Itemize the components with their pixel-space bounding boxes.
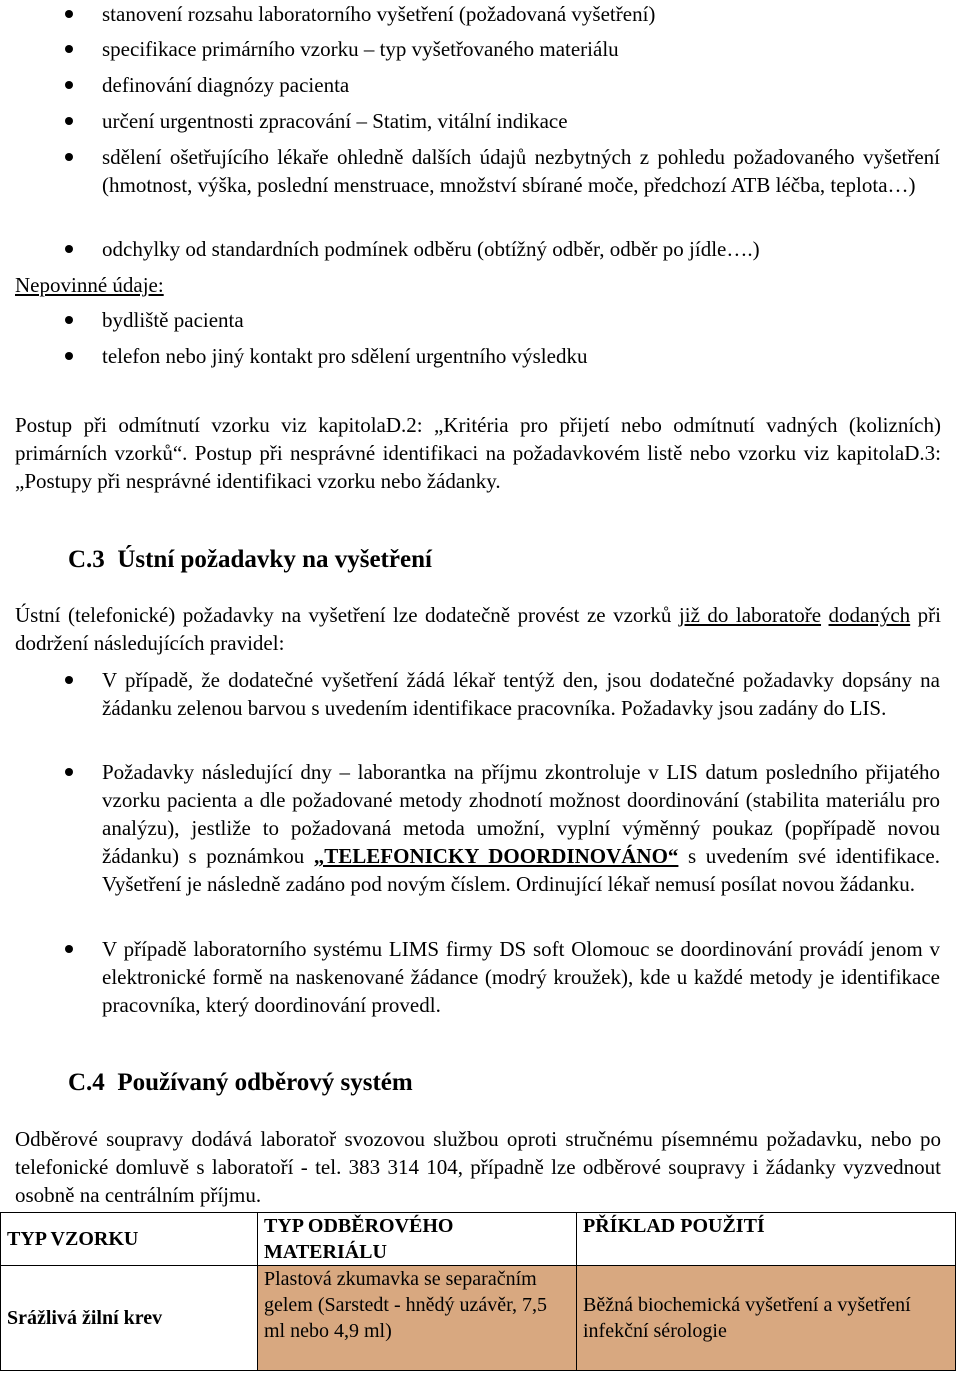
table-cell: Plastová zkumavka se separačním gelem (Sarstedt - hnědý uzávěr, 7,5 ml nebo 4,9 ml) (258, 1266, 577, 1371)
bullet-dot (65, 81, 73, 89)
optional-heading: Nepovinné údaje: (15, 273, 164, 297)
table-header-row (1, 1213, 956, 1266)
c3-intro-underlined: dodaných (828, 603, 911, 627)
bullet-dot (65, 117, 73, 125)
table-row (1, 1266, 956, 1371)
section-title: Ústní požadavky na vyšetření (117, 546, 432, 573)
sample-type-table (0, 1212, 956, 1371)
bullet-dot (65, 768, 73, 776)
bullet-dot (65, 676, 73, 684)
section-title: Používaný odběrový systém (117, 1069, 413, 1096)
section-number: C.3 (68, 546, 105, 573)
list-item: stanovení rozsahu laboratorního vyšetření (požadovaná vyšetření) (102, 2, 656, 26)
c3-intro-underlined: již do laboratoře (678, 603, 822, 627)
list-item: specifikace primárního vzorku – typ vyšetřovaného materiálu (102, 37, 619, 61)
list-item: bydliště pacienta (102, 308, 244, 332)
table-cell: Běžná biochemická vyšetření a vyšetření infekční sérologie (577, 1266, 956, 1371)
bullet-dot (65, 45, 73, 53)
c4-paragraph: Odběrové soupravy dodává laboratoř svozovou službou oproti stručnému písemnému požadavku, nebo po telefonické domluvě s laboratoří - tel. 383 314 104, případně lze odběrové soupravy i žádanky vyzvednout osobně na centrálním příjmu. (15, 1127, 941, 1207)
table-header-cell: TYP VZORKU (1, 1213, 258, 1266)
bullet-dot (65, 245, 73, 253)
list-item: V případě laboratorního systému LIMS firmy DS soft Olomouc se doordinování provádí jenom v elektronické formě na naskenované žádance (modrý kroužek), kde u každé metody je identifikace pracovníka, který doordinování provedl. (102, 937, 940, 1017)
c3-intro-text: při dodržení následujících pravidel: (15, 603, 941, 655)
list-item: sdělení ošetřujícího lékaře ohledně dalších údajů nezbytných z pohledu požadovaného vyšetření (hmotnost, výška, poslední menstruace, množství sbírané moče, předchozí ATB léčba, teplota…) (102, 145, 940, 197)
c3-item2-text: s uvedením své identifikace. Vyšetření je následně zadáno pod novým číslem. Ordinující lékař nemusí posílat novou žádanku. (102, 844, 940, 896)
table-cell: Srážlivá žilní krev (1, 1266, 258, 1371)
section-heading-c4 (68, 1068, 413, 1098)
section-heading-c3 (68, 545, 432, 575)
table-header-cell: TYP ODBĚROVÉHO MATERIÁLU (258, 1213, 577, 1266)
bullet-dot (65, 153, 73, 161)
list-item: V případě, že dodatečné vyšetření žádá lékař tentýž den, jsou dodatečné požadavky dopsány na žádanku zelenou barvou s uvedením identifikace pracovníka. Požadavky jsou zadány do LIS. (102, 668, 940, 720)
list-item (102, 758, 940, 898)
telephone-ordered-note: „TELEFONICKY DOORDINOVÁNO“ (313, 844, 679, 868)
list-item: telefon nebo jiný kontakt pro sdělení urgentního výsledku (102, 344, 588, 368)
bullet-dot (65, 352, 73, 360)
bullet-dot (65, 10, 73, 18)
list-item: definování diagnózy pacienta (102, 73, 350, 97)
c3-item2-text: Požadavky následující dny – laborantka na příjmu zkontroluje v LIS datum posledního přijatého vzorku pacienta a dle požadované metody zhodnotí možnost doordinování (stabilita materiálu pro analýzu), jestliže to požadovaná metoda umožní, vyplní výměnný poukaz (popřípadě novou žádanku) s poznámkou (102, 760, 940, 868)
list-item: odchylky od standardních podmínek odběru (obtížný odběr, odběr po jídle….) (102, 237, 760, 261)
section-number: C.4 (68, 1069, 105, 1096)
bullet-dot (65, 316, 73, 324)
list-item: určení urgentnosti zpracování – Statim, vitální indikace (102, 109, 568, 133)
c3-intro-text: Ústní (telefonické) požadavky na vyšetření lze dodatečně provést ze vzorků (15, 603, 679, 627)
c3-intro (15, 601, 941, 657)
bullet-dot (65, 945, 73, 953)
table-header-cell: PŘÍKLAD POUŽITÍ (577, 1213, 956, 1266)
refusal-paragraph: Postup při odmítnutí vzorku viz kapitolaD.2: „Kritéria pro přijetí nebo odmítnutí vadných (kolizních) primárních vzorků“. Postup při nesprávné identifikaci na požadavkovém listě nebo vzorku viz kapitolaD.3: „Postupy při nesprávné identifikaci vzorku nebo žádanky. (15, 413, 941, 493)
